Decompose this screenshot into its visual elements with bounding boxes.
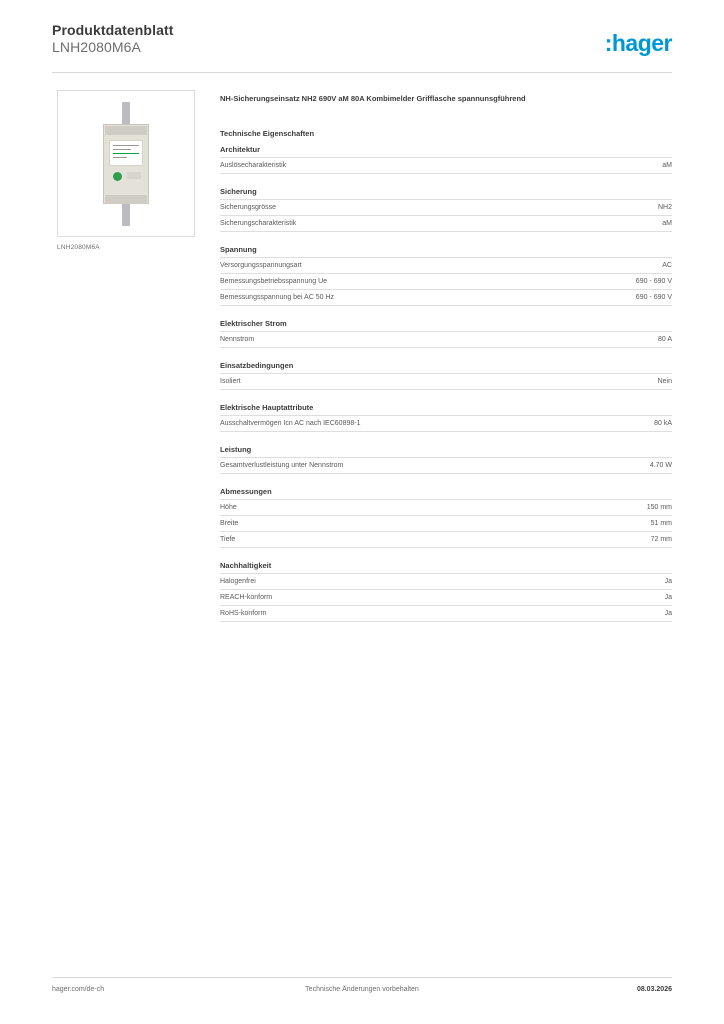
footer-date: 08.03.2026: [636, 986, 672, 993]
spec-label: Ausschaltvermögen Icn AC nach IEC60898-1: [220, 420, 361, 427]
fuse-cap-bottom: [105, 195, 147, 204]
table-row: [220, 290, 672, 306]
content-column: [220, 93, 672, 635]
spec-value: aM: [662, 220, 672, 227]
spec-table: [220, 457, 672, 474]
fuse-label: [109, 140, 143, 166]
table-row: [220, 158, 672, 174]
technical-properties-heading: Technische Eigenschaften: [220, 129, 315, 138]
table-row: [220, 606, 672, 622]
hager-logo: :hager: [604, 30, 672, 56]
spec-table: [220, 199, 672, 232]
spec-group: [220, 145, 672, 174]
spec-table: [220, 499, 672, 548]
table-row: [220, 500, 672, 516]
spec-value: 80 kA: [654, 420, 672, 427]
table-row: [220, 590, 672, 606]
header-divider: [52, 72, 672, 73]
spec-label: Halogenfrei: [220, 578, 256, 585]
page-title: Produktdatenblatt: [52, 22, 174, 38]
spec-group-title: Sicherung: [220, 187, 257, 196]
table-row: [220, 416, 672, 432]
fuse-marking: [127, 172, 141, 179]
fuse-label-line: [113, 149, 131, 151]
spec-label: Versorgungsspannungsart: [220, 262, 302, 269]
spec-groups: [220, 145, 672, 622]
table-row: [220, 516, 672, 532]
product-image-caption: LNH2080M6A: [57, 244, 100, 251]
spec-label: Bemessungsbetriebsspannung Ue: [220, 278, 328, 285]
footer-website[interactable]: hager.com/de-ch: [52, 986, 105, 993]
spec-label: Sicherungscharakteristik: [220, 220, 297, 227]
spec-table: [220, 415, 672, 432]
table-row: [220, 458, 672, 474]
page-header: [52, 22, 672, 68]
spec-group-title: Einsatzbedingungen: [220, 361, 294, 370]
spec-value: NH2: [657, 204, 672, 211]
spec-group-title: Elektrischer Strom: [220, 319, 287, 328]
spec-group: [220, 487, 672, 548]
fuse-label-line: [113, 145, 139, 147]
page-footer: [52, 986, 672, 998]
spec-value: AC: [662, 262, 672, 269]
spec-value: 150 mm: [646, 504, 672, 511]
footer-divider: [52, 977, 672, 978]
spec-value: 690 - 690 V: [635, 294, 672, 301]
table-row: [220, 532, 672, 548]
fuse-cap-top: [105, 126, 147, 135]
product-image: [57, 90, 195, 237]
spec-label: Nennstrom: [220, 336, 255, 343]
spec-value: 51 mm: [650, 520, 672, 527]
spec-label: Tiefe: [220, 536, 236, 543]
spec-group-title: Architektur: [220, 145, 261, 154]
spec-group: [220, 245, 672, 306]
spec-group-title: Abmessungen: [220, 487, 272, 496]
spec-group-title: Leistung: [220, 445, 252, 454]
spec-label: Gesamtverlustleistung unter Nennstrom: [220, 462, 344, 469]
nh-fuse-illustration: [103, 102, 149, 226]
spec-value: Ja: [664, 578, 672, 585]
spec-group-title: Elektrische Hauptattribute: [220, 403, 314, 412]
spec-group: [220, 187, 672, 232]
spec-value: 690 - 690 V: [635, 278, 672, 285]
spec-label: REACH-konform: [220, 594, 273, 601]
table-row: [220, 332, 672, 348]
table-row: [220, 274, 672, 290]
spec-table: [220, 331, 672, 348]
spec-value: Ja: [664, 594, 672, 601]
table-row: [220, 374, 672, 390]
spec-group-title: Spannung: [220, 245, 257, 254]
spec-label: Höhe: [220, 504, 237, 511]
product-description: NH-Sicherungseinsatz NH2 690V aM 80A Kombimelder Grifflasche spannunsgführend: [220, 94, 526, 103]
spec-label: Sicherungsgrösse: [220, 204, 277, 211]
spec-value: Nein: [657, 378, 672, 385]
fuse-indicator-dot: [113, 172, 122, 181]
spec-value: aM: [662, 162, 672, 169]
footer-notice: Technische Änderungen vorbehalten: [305, 986, 419, 993]
table-row: [220, 258, 672, 274]
spec-label: Auslösecharakteristik: [220, 162, 287, 169]
spec-group: [220, 319, 672, 348]
table-row: [220, 200, 672, 216]
table-row: [220, 216, 672, 232]
spec-value: Ja: [664, 610, 672, 617]
spec-value: 80 A: [657, 336, 672, 343]
spec-group-title: Nachhaltigkeit: [220, 561, 272, 570]
spec-table: [220, 373, 672, 390]
spec-value: 4.70 W: [649, 462, 672, 469]
product-reference: LNH2080M6A: [52, 39, 141, 55]
spec-label: Breite: [220, 520, 239, 527]
table-row: [220, 574, 672, 590]
spec-table: [220, 573, 672, 622]
spec-value: 72 mm: [650, 536, 672, 543]
spec-group: [220, 561, 672, 622]
spec-group: [220, 445, 672, 474]
fuse-label-line: [113, 153, 139, 155]
spec-group: [220, 361, 672, 390]
title-block: [52, 22, 173, 56]
spec-group: [220, 403, 672, 432]
spec-label: Isoliert: [220, 378, 241, 385]
spec-table: [220, 257, 672, 306]
fuse-label-line: [113, 157, 127, 159]
spec-label: Bemessungsspannung bei AC 50 Hz: [220, 294, 335, 301]
spec-label: RoHS-konform: [220, 610, 267, 617]
spec-table: [220, 157, 672, 174]
